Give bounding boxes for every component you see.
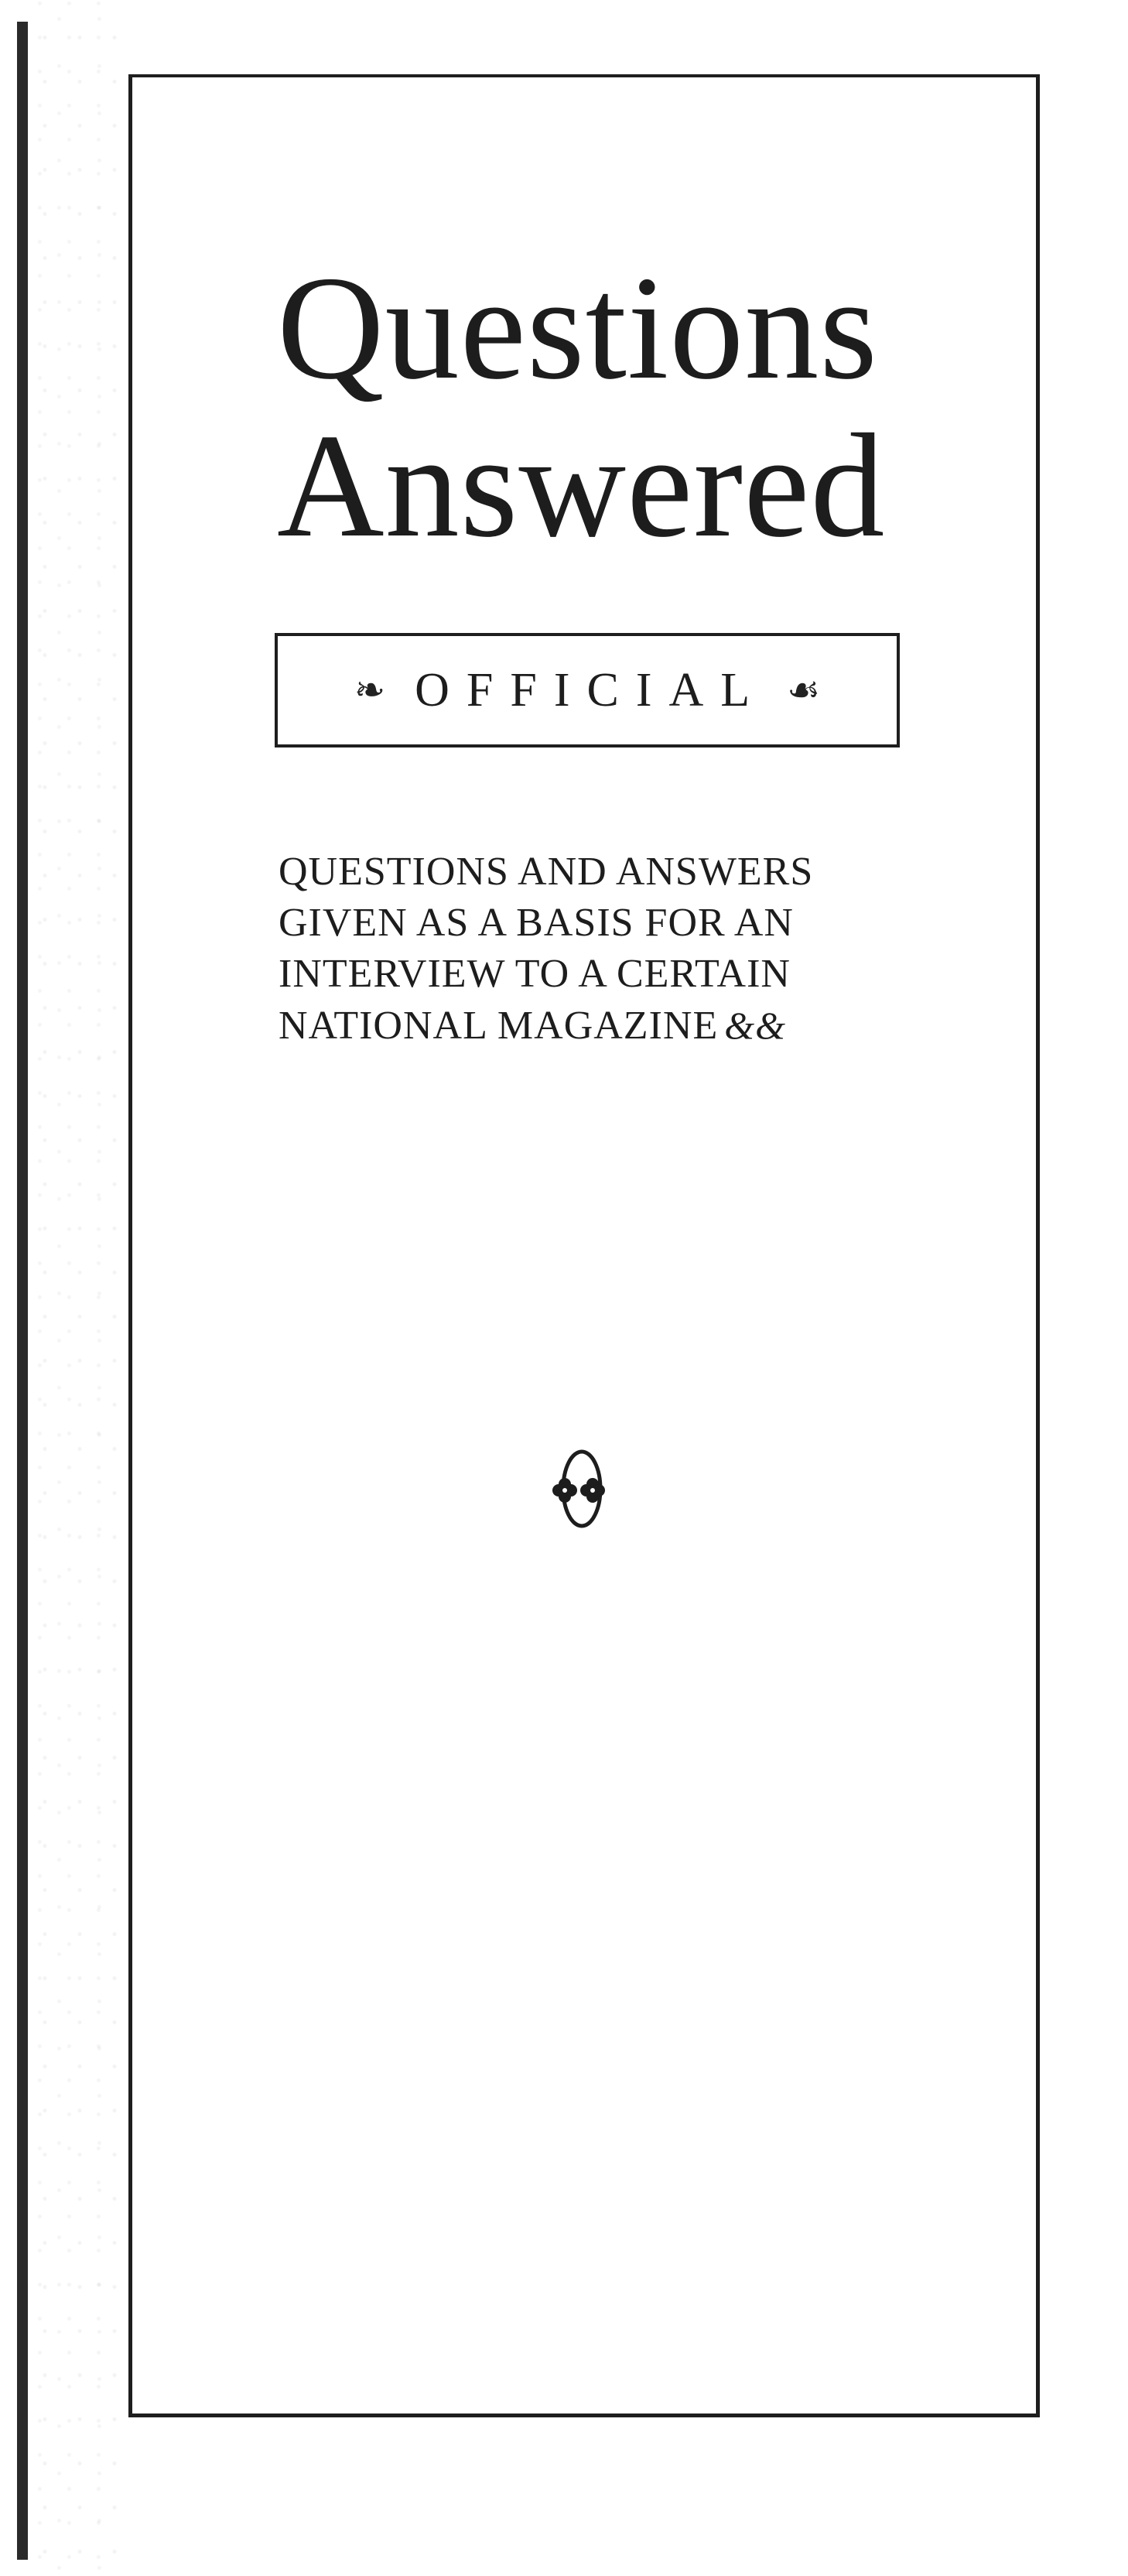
- description-line-3: INTERVIEW TO A CERTAIN: [279, 952, 791, 996]
- title-line-1: Questions: [277, 245, 878, 410]
- description-text: [279, 847, 921, 1052]
- title-line-2: Answered: [277, 403, 886, 568]
- description-line-1: QUESTIONS AND ANSWERS: [279, 850, 814, 894]
- official-label: OFFICIAL: [415, 663, 767, 717]
- ornament-left-icon: ❧: [354, 669, 386, 712]
- description-line-4: [279, 1000, 921, 1052]
- official-badge: [275, 633, 900, 747]
- fleuron-ornament-icon: [546, 1447, 617, 1531]
- description-line-4-text: NATIONAL MAGAZINE: [279, 1004, 719, 1048]
- book-spine-edge: [17, 22, 28, 2560]
- description-line-2: GIVEN AS A BASIS FOR AN: [279, 901, 794, 945]
- page-title: [277, 245, 886, 568]
- paper-grain: [31, 0, 124, 2576]
- ornament-right-icon: ☙: [787, 669, 821, 712]
- ampersand-ornament: &&: [724, 1004, 787, 1047]
